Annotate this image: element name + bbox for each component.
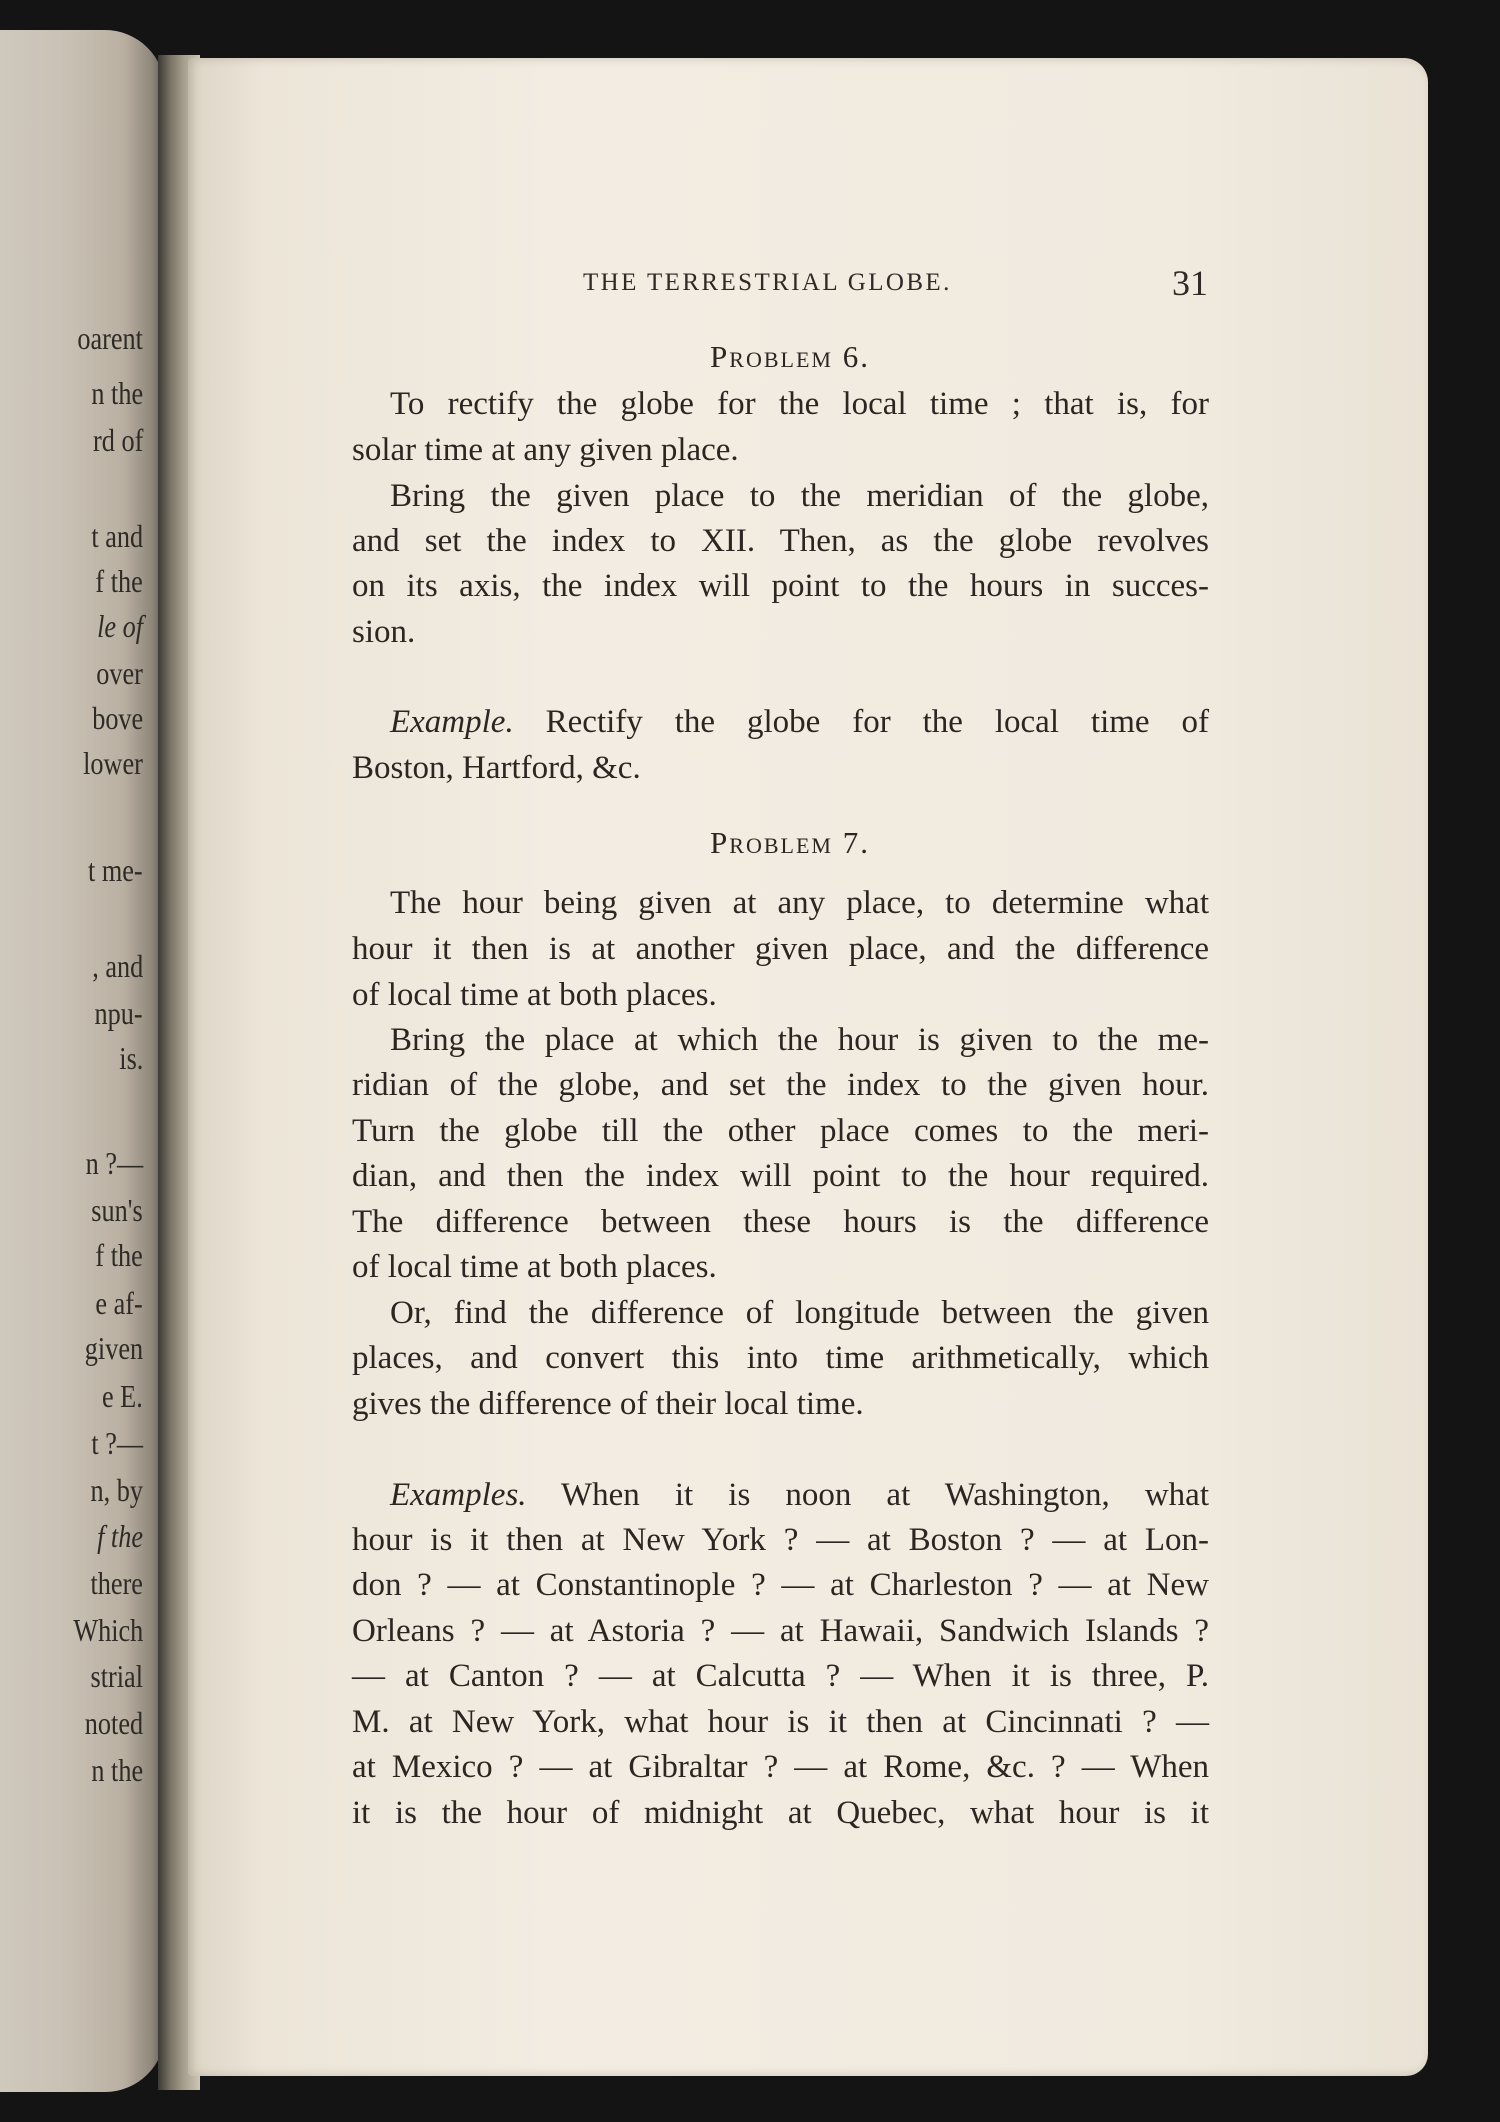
text-line: ridian of the globe, and set the index to the given hour. <box>352 1067 1209 1103</box>
left-page-fragment: over <box>96 655 143 691</box>
left-page-fragment: bove <box>91 700 143 736</box>
text-line: on its axis, the index will point to the hours in succes- <box>352 568 1209 604</box>
text-line: Bring the given place to the meridian of the globe, <box>390 478 1209 514</box>
left-page-fragment: t and <box>91 518 143 554</box>
examples-text: When it is noon at Washington, what <box>561 1477 1209 1513</box>
example-line <box>390 702 1209 742</box>
text-line: The hour being given at any place, to determine what <box>390 885 1209 921</box>
example-text: Rectify the globe for the local time of <box>545 704 1210 740</box>
text-line: To rectify the globe for the local time ; that is, for <box>390 386 1209 422</box>
left-page-fragment: e af- <box>95 1285 143 1321</box>
left-page-fragment: n the <box>91 1752 143 1788</box>
text-line: sion. <box>352 614 416 650</box>
left-page-fragment: is. <box>118 1040 143 1076</box>
left-page-fragment: n the <box>91 375 143 411</box>
left-page-fragment: there <box>90 1565 143 1601</box>
text-line: Boston, Hartford, &c. <box>352 750 641 786</box>
example-label: Example. <box>390 704 514 740</box>
page-number: 31 <box>1172 263 1208 303</box>
left-page-fragment: oarent <box>77 320 143 356</box>
text-line: of local time at both places. <box>352 977 717 1013</box>
left-page-fragment: f the <box>95 1237 143 1273</box>
problem-6-heading: Problem 6. <box>710 339 870 374</box>
text-line: it is the hour of midnight at Quebec, what hour is it <box>352 1795 1209 1831</box>
left-page-fragment: strial <box>90 1658 143 1694</box>
left-page-fragment: n ?— <box>85 1145 143 1181</box>
text-line: The difference between these hours is the difference <box>352 1204 1209 1240</box>
text-line: Orleans ? — at Astoria ? — at Hawaii, Sandwich Islands ? <box>352 1613 1209 1649</box>
text-line: hour is it then at New York ? — at Boston ? — at Lon- <box>352 1522 1209 1558</box>
left-page-fragment: n, by <box>90 1472 143 1508</box>
text-line: Bring the place at which the hour is given to the me- <box>390 1022 1209 1058</box>
running-head <box>0 265 1500 305</box>
left-page-fragment: given <box>84 1330 143 1366</box>
problem-7-heading: Problem 7. <box>710 825 870 860</box>
text-line: Turn the globe till the other place comes to the meri- <box>352 1113 1209 1149</box>
examples-label: Examples. <box>390 1477 527 1513</box>
running-head-title: THE TERRESTRIAL GLOBE. <box>583 269 952 296</box>
left-page-fragment: npu- <box>94 995 143 1031</box>
examples-line <box>390 1475 1209 1515</box>
left-page-fragment: Which <box>73 1612 143 1648</box>
text-line: hour it then is at another given place, and the difference <box>352 931 1209 967</box>
text-line: gives the difference of their local time. <box>352 1386 864 1422</box>
text-line: M. at New York, what hour is it then at Cincinnati ? — <box>352 1704 1209 1740</box>
text-line: places, and convert this into time arithmetically, which <box>352 1340 1209 1376</box>
text-line: at Mexico ? — at Gibraltar ? — at Rome, &c. ? — When <box>352 1749 1209 1785</box>
text-line: and set the index to XII. Then, as the globe revolves <box>352 523 1209 559</box>
text-line: of local time at both places. <box>352 1249 717 1285</box>
left-page-fragment: f the <box>95 563 143 599</box>
text-line: don ? — at Constantinople ? — at Charleston ? — at New <box>352 1567 1209 1603</box>
text-line: Or, find the difference of longitude between the given <box>390 1295 1209 1331</box>
left-page-fragment: rd of <box>92 422 143 458</box>
text-line: solar time at any given place. <box>352 432 739 468</box>
left-page-fragment: lower <box>83 745 143 781</box>
left-page-fragment: noted <box>84 1705 143 1741</box>
left-page-fragment: t ?— <box>91 1425 143 1461</box>
text-line: dian, and then the index will point to the hour required. <box>352 1158 1209 1194</box>
left-page-fragment: t me- <box>88 852 143 888</box>
left-page-fragment: e E. <box>102 1378 143 1414</box>
text-line: — at Canton ? — at Calcutta ? — When it is three, P. <box>352 1658 1209 1694</box>
left-page-fragment: le of <box>97 608 143 644</box>
left-page-fragment: sun's <box>91 1192 143 1228</box>
left-page-fragment: , and <box>91 948 143 984</box>
left-page-fragment: f the <box>97 1518 143 1554</box>
